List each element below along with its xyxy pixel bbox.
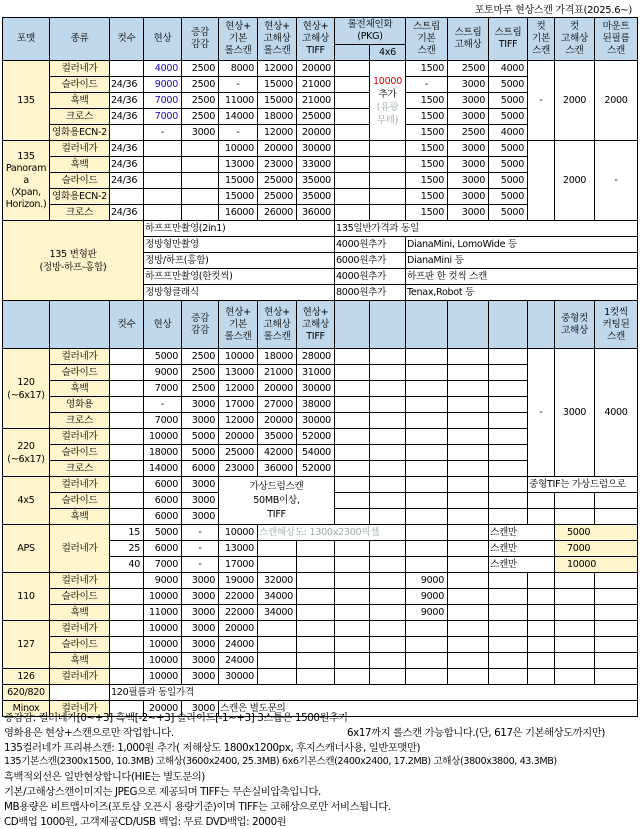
cut-high-cell: 2000 [555, 141, 595, 221]
col-cut-high: 컷 고해상 스캔 [555, 18, 595, 61]
roll-basic-cell: 12000 [219, 413, 258, 429]
dev-cell: 10000 [144, 429, 182, 445]
format-126: 126 [3, 669, 50, 685]
roll-tiff-cell: 20000 [297, 61, 335, 77]
shots-cell: 24/36 [110, 77, 144, 93]
col-shots: 컷수 [110, 301, 144, 349]
single-cut-cell: 4000 [595, 349, 638, 477]
note-line: 흑백적외선은 일반현상합니다(HIE는 별도문의) [4, 771, 205, 784]
table-row [3, 221, 638, 237]
adj-cell: - [182, 541, 219, 557]
strip-basic-cell: 1500 [406, 141, 448, 157]
print-price: 10000 [372, 75, 403, 87]
roll-high-cell: 21000 [258, 365, 297, 381]
adj-cell: 2500 [182, 349, 219, 365]
type-cell: 영화용ECN-2 [50, 125, 110, 141]
roll-high-cell: 36000 [258, 461, 297, 477]
variant-note: DianaMini 등 [406, 253, 638, 269]
table-row [3, 525, 638, 541]
adj-cell: 3000 [182, 477, 219, 493]
roll-basic-cell: 19000 [219, 573, 258, 589]
dev-cell: 18000 [144, 445, 182, 461]
roll-tiff-cell: 33000 [297, 157, 335, 173]
adj-cell: 3000 [182, 621, 219, 637]
mount-cell: - [595, 141, 638, 221]
dev-cell: 7000 [144, 93, 182, 109]
note-line: 기본/고해상스캔이미지는 JPEG으로 제공되며 TIFF는 무손실비압축입니다. [4, 785, 321, 798]
format-110: 110 [3, 573, 50, 621]
col-mid-high: 중형컷 고해상 [555, 301, 595, 349]
type-cell: 슬라이드 [50, 493, 110, 509]
roll-basic-cell: - [219, 77, 258, 93]
adj-cell: 3000 [182, 589, 219, 605]
table-row: 120 (~6x17) 컬러네가 5000 2500 10000 18000 28000 - 3000 4000 [3, 349, 638, 365]
dev-cell: 10000 [144, 621, 182, 637]
strip-tiff-cell: 5000 [489, 109, 528, 125]
roll-basic-cell: 22000 [219, 589, 258, 605]
strip-high-cell: 3000 [448, 173, 489, 189]
strip-high-cell: 3000 [448, 77, 489, 93]
strip-basic-cell: 9000 [406, 605, 448, 621]
col-shots: 컷수 [110, 18, 144, 61]
strip-high-cell: 3000 [448, 157, 489, 173]
variant-kind: 정방형만촬영 [144, 237, 335, 253]
type-cell: 컬러네가 [50, 525, 110, 573]
type-cell: 흑백 [50, 93, 110, 109]
type-cell: 슬라이드 [50, 589, 110, 605]
col-dev: 현상 [144, 301, 182, 349]
roll-basic-cell: 10000 [219, 141, 258, 157]
shots-cell: 24/36 [110, 173, 144, 189]
roll-tiff-cell: 30000 [297, 141, 335, 157]
type-cell: 컬러네가 [50, 429, 110, 445]
strip-basic-cell: 1500 [406, 61, 448, 77]
type-cell: 영화용ECN-2 [50, 189, 110, 205]
type-cell: 컬러네가 [50, 349, 110, 365]
roll-tiff-cell: 31000 [297, 365, 335, 381]
roll-basic-cell: 8000 [219, 61, 258, 77]
type-cell: 컬러네가 [50, 621, 110, 637]
roll-basic-cell: 22000 [219, 605, 258, 621]
col-index-print: 롤전체인화 (PKG) [335, 18, 406, 45]
dev-cell: 9000 [144, 573, 182, 589]
roll-high-cell: 20000 [258, 141, 297, 157]
strip-tiff-cell: 5000 [489, 77, 528, 93]
roll-basic-cell: 25000 [219, 445, 258, 461]
strip-basic-cell: 1500 [406, 173, 448, 189]
adj-cell: 6000 [182, 461, 219, 477]
strip-basic-cell: 1500 [406, 205, 448, 221]
roll-basic-cell: 15000 [219, 189, 258, 205]
roll-high-cell: 18000 [258, 109, 297, 125]
roll-tiff-cell: 30000 [297, 381, 335, 397]
scan-only: 스캔만 [489, 557, 555, 573]
type-cell: 영화용 [50, 397, 110, 413]
roll-tiff-cell: 30000 [297, 413, 335, 429]
roll-tiff-cell: 21000 [297, 93, 335, 109]
strip-basic-cell: 1500 [406, 93, 448, 109]
col-single-cut: 1컷씩 커팅된 스캔 [595, 301, 638, 349]
scan-only: 스캔만 [489, 525, 555, 541]
format-aps: APS [3, 525, 50, 573]
roll-tiff-cell: 52000 [297, 461, 335, 477]
roll-basic-cell: 17000 [219, 557, 258, 573]
dev-cell: 7000 [144, 381, 182, 397]
strip-tiff-cell: 5000 [489, 205, 528, 221]
roll-tiff-cell: 35000 [297, 189, 335, 205]
col-roll-tiff: 현상+ 고해상 TIFF [297, 18, 335, 61]
roll-tiff-cell: 54000 [297, 445, 335, 461]
format-panorama: 135 Panoram a (Xpan, Horizon.) [3, 141, 50, 221]
adj-cell: 2500 [182, 365, 219, 381]
adj-cell: 3000 [182, 669, 219, 685]
adj-cell: 5000 [182, 445, 219, 461]
shots-cell: 24/36 [110, 141, 144, 157]
shots-cell [110, 125, 144, 141]
roll-basic-cell: 24000 [219, 653, 258, 669]
roll-high-cell: 25000 [258, 189, 297, 205]
type-cell: 슬라이드 [50, 173, 110, 189]
roll-tiff-cell: 21000 [297, 77, 335, 93]
variant-kind: 하프프만촬영(한컷씩) [144, 269, 335, 285]
roll-tiff-cell: 28000 [297, 349, 335, 365]
strip-tiff-cell: 5000 [489, 141, 528, 157]
shots-cell: 24/36 [110, 205, 144, 221]
strip-basic-cell: 1500 [406, 109, 448, 125]
col-4x6: 4x6 [370, 45, 406, 61]
format-minox: Minox [3, 701, 50, 717]
adj-cell: - [182, 525, 219, 541]
print-finish: (유광 무테) [376, 101, 399, 126]
strip-tiff-cell: 5000 [489, 157, 528, 173]
col-mount: 마운트 된필름 스캔 [595, 18, 638, 61]
roll-high-cell: 27000 [258, 397, 297, 413]
dev-cell: 20000 [144, 701, 182, 717]
type-cell: 슬라이드 [50, 445, 110, 461]
roll-basic-cell: 15000 [219, 173, 258, 189]
format-220: 220 (~6x17) [3, 429, 50, 477]
table-row [3, 621, 638, 637]
type-cell: 흑백 [50, 381, 110, 397]
virtual-drum-scan: 가상드럼스캔 50MB이상, TIFF [219, 477, 335, 525]
format-620: 620/820 [3, 685, 50, 701]
notes [4, 711, 640, 829]
roll-basic-cell: 11000 [219, 93, 258, 109]
header-row-2 [3, 301, 638, 349]
roll-high-cell: 26000 [258, 205, 297, 221]
strip-high-cell: 3000 [448, 141, 489, 157]
type-cell: 컬러네가 [50, 701, 110, 717]
print-extra: 추가 [378, 88, 397, 100]
roll-high-cell: 34000 [258, 589, 297, 605]
roll-basic-cell: - [219, 125, 258, 141]
shots-cell [110, 61, 144, 77]
roll-high-cell: 20000 [258, 413, 297, 429]
strip-basic-cell: 1500 [406, 189, 448, 205]
dev-cell: 6000 [144, 477, 182, 493]
roll-high-cell: 25000 [258, 173, 297, 189]
roll-basic-cell: 20000 [219, 621, 258, 637]
strip-basic-cell: 1500 [406, 157, 448, 173]
roll-basic-cell: 30000 [219, 669, 258, 685]
variant-kind: 정방형클래식 [144, 285, 335, 301]
table-row [3, 61, 638, 77]
table-row [3, 573, 638, 589]
dev-cell: 7000 [144, 557, 182, 573]
dev-cell: 5000 [144, 349, 182, 365]
col-roll-basic: 현상+ 기본 롤스캔 [219, 301, 258, 349]
col-type: 종류 [50, 18, 110, 61]
col-strip-basic: 스트립 기본 스캔 [406, 18, 448, 61]
roll-tiff-cell: 35000 [297, 173, 335, 189]
type-cell: 컬러네가 [50, 61, 110, 77]
roll-basic-cell: 12000 [219, 381, 258, 397]
dev-cell: 10000 [144, 637, 182, 653]
variant-price: 6000원추가 [335, 253, 406, 269]
dev-cell: 4000 [144, 61, 182, 77]
shots-cell: 15 [110, 525, 144, 541]
shots-cell: 24/36 [110, 93, 144, 109]
roll-basic-cell: 10000 [219, 349, 258, 365]
variant-price: 4000원추가 [335, 269, 406, 285]
same-price-note: 120필름과 동일가격 [110, 685, 638, 701]
table-row [3, 141, 638, 157]
index-print-price [370, 61, 406, 141]
strip-tiff-cell: 5000 [489, 189, 528, 205]
type-cell: 컬러네가 [50, 669, 110, 685]
strip-high-cell: 2500 [448, 61, 489, 77]
table-row [3, 637, 638, 653]
col-roll-basic: 현상+ 기본 롤스캔 [219, 18, 258, 61]
dev-cell: 6000 [144, 541, 182, 557]
strip-tiff-cell: 5000 [489, 173, 528, 189]
mid-high-cell: 3000 [555, 349, 595, 477]
roll-basic-cell: 13000 [219, 157, 258, 173]
scan-only: 스캔만 [489, 541, 555, 557]
roll-high-cell: 42000 [258, 445, 297, 461]
variant-kind: 정방/하프(홍합) [144, 253, 335, 269]
strip-high-cell: 2500 [448, 125, 489, 141]
note-line [4, 726, 640, 741]
dev-cell: 7000 [144, 413, 182, 429]
strip-high-cell: 3000 [448, 109, 489, 125]
type-cell: 크로스 [50, 413, 110, 429]
table-row [3, 605, 638, 621]
col-adj: 증감 감감 [182, 301, 219, 349]
cut-high-cell: 2000 [555, 61, 595, 141]
dev-cell: 6000 [144, 509, 182, 525]
dev-cell: 10000 [144, 589, 182, 605]
roll-basic-cell: 13000 [219, 365, 258, 381]
note-line: 135컬러네가 프리뷰스캔: 1,000원 추가( 저해상도 1800x1200px, 후지스캐너사용, 일반포맷만) [4, 741, 421, 754]
page-title: 포토마루 현상스캔 가격표(2025.6~) [474, 5, 632, 16]
adj-cell: 3000 [182, 653, 219, 669]
strip-high-cell: 3000 [448, 205, 489, 221]
col-adj: 증감 감감 [182, 18, 219, 61]
roll-high-cell: 34000 [258, 605, 297, 621]
shots-cell: 24/36 [110, 109, 144, 125]
format-120: 120 (~6x17) [3, 349, 50, 429]
table-row [3, 685, 638, 701]
roll-tiff-cell: 36000 [297, 205, 335, 221]
adj-cell: 2500 [182, 77, 219, 93]
type-cell: 컬러네가 [50, 573, 110, 589]
dev-cell: 7000 [144, 109, 182, 125]
table-row [3, 653, 638, 669]
format-135: 135 [3, 61, 50, 141]
col-roll-high: 현상+ 고해상 롤스캔 [258, 301, 297, 349]
roll-high-cell: 20000 [258, 381, 297, 397]
adj-cell: 2500 [182, 109, 219, 125]
roll-basic-cell: 10000 [219, 525, 258, 541]
col-roll-tiff: 현상+ 고해상 TIFF [297, 301, 335, 349]
type-cell: 흑백 [50, 605, 110, 621]
note-line: 증감감: 컬러네가[0~+3] 흑백[-2~+3] 슬라이드[-1~+3] 3스톱은 1500원추가 [4, 712, 349, 724]
adj-cell: 2500 [182, 61, 219, 77]
shots-cell: 24/36 [110, 157, 144, 173]
adj-cell: 3000 [182, 397, 219, 413]
type-cell: 컬러네가 [50, 141, 110, 157]
strip-high-cell: 3000 [448, 189, 489, 205]
roll-high-cell: 32000 [258, 573, 297, 589]
adj-cell: 3000 [182, 637, 219, 653]
strip-basic-cell: 1500 [406, 125, 448, 141]
dev-cell: - [144, 125, 182, 141]
mount-cell: 2000 [595, 61, 638, 141]
type-cell: 슬라이드 [50, 365, 110, 381]
roll-high-cell: 35000 [258, 429, 297, 445]
roll-basic-cell: 20000 [219, 429, 258, 445]
roll-tiff-cell: 52000 [297, 429, 335, 445]
adj-cell: - [182, 557, 219, 573]
roll-high-cell: 12000 [258, 125, 297, 141]
adj-cell: 3000 [182, 701, 219, 717]
dev-cell: - [144, 397, 182, 413]
type-cell: 흑백 [50, 509, 110, 525]
table-row [3, 589, 638, 605]
roll-basic-cell: 13000 [219, 541, 258, 557]
adj-cell: 3000 [182, 413, 219, 429]
col-strip-high: 스트립 고해상 [448, 18, 489, 61]
strip-tiff-cell: 4000 [489, 125, 528, 141]
shots-cell: 40 [110, 557, 144, 573]
strip-basic-cell: - [406, 77, 448, 93]
adj-cell: 2500 [182, 93, 219, 109]
roll-high-cell: 15000 [258, 93, 297, 109]
mid-tiff-note: 중형TIF는 가상드럼으로 [528, 477, 638, 493]
adj-cell: 3000 [182, 125, 219, 141]
roll-basic-cell: 17000 [219, 397, 258, 413]
variant-price: 135일반가격과 동일 [335, 221, 638, 237]
variant-price: 8000원추가 [335, 285, 406, 301]
col-dev: 현상 [144, 18, 182, 61]
dev-cell: 10000 [144, 653, 182, 669]
dev-cell: 9000 [144, 365, 182, 381]
variant-note: DianaMini, LomoWide 등 [406, 237, 638, 253]
variant-note: 하프판 한 컷씩 스캔 [406, 269, 638, 285]
roll-basic-cell: 24000 [219, 637, 258, 653]
roll-tiff-cell: 38000 [297, 397, 335, 413]
note-line: CD백업 1000원, 고객제공CD/USB 백업: 무료 DVD백업: 2000원 [4, 815, 287, 828]
strip-tiff-cell: 4000 [489, 61, 528, 77]
dev-cell: 6000 [144, 493, 182, 509]
variant-price: 4000원추가 [335, 237, 406, 253]
roll-tiff-cell: 25000 [297, 109, 335, 125]
cut-basic-cell: - [528, 61, 555, 141]
note-text: 6x17까지 롤스캔 가능합니다.(단, 617은 기본해상도까지만) [347, 726, 606, 739]
roll-high-cell: 15000 [258, 77, 297, 93]
col-roll-high: 현상+ 고해상 롤스캔 [258, 18, 297, 61]
table-row [3, 669, 638, 685]
roll-basic-cell: 23000 [219, 461, 258, 477]
note-line: 135기본스캔(2300x1500, 10.3MB) 고해상(3600x2400, 25.3MB) 6x6기본스캔(2400x2400, 17.2MB) 고해상(3800x3800, 43.3MB) [4, 756, 557, 768]
roll-basic-cell: 14000 [219, 109, 258, 125]
header-row [3, 18, 638, 45]
strip-basic-cell: 9000 [406, 573, 448, 589]
col-format: 포맷 [3, 18, 50, 61]
note-line: MB용량은 비트맵사이즈(포토샵 오픈시 용량기준)이며 TIFF는 고해상으로만 서비스됩니다. [4, 800, 391, 813]
adj-cell: 3000 [182, 493, 219, 509]
format-127: 127 [3, 621, 50, 669]
note-text: 영화용은 현상+스캔으로만 작업합니다. [4, 726, 174, 739]
type-cell: 흑백 [50, 653, 110, 669]
type-cell: 슬라이드 [50, 637, 110, 653]
shots-cell [110, 189, 144, 205]
roll-tiff-cell: 20000 [297, 125, 335, 141]
dev-cell: 14000 [144, 461, 182, 477]
format-variant: 135 변형판 (정방-하프-홍합) [3, 221, 144, 301]
variant-note: Tenax,Robot 등 [406, 285, 638, 301]
format-4x5: 4x5 [3, 477, 50, 525]
scan-only-price: 5000 [555, 525, 638, 541]
type-cell: 슬라이드 [50, 77, 110, 93]
dev-cell: 11000 [144, 605, 182, 621]
adj-cell: 5000 [182, 429, 219, 445]
variant-kind: 하프프만촬영(2in1) [144, 221, 335, 237]
scan-inquiry-note: 스캔은 별도문의 [219, 701, 638, 717]
roll-high-cell: 12000 [258, 61, 297, 77]
table-row [3, 477, 638, 493]
type-cell: 크로스 [50, 461, 110, 477]
roll-high-cell: 23000 [258, 157, 297, 173]
strip-tiff-cell: 5000 [489, 93, 528, 109]
col-cut-basic: 컷 기본 스캔 [528, 18, 555, 61]
adj-cell: 3000 [182, 605, 219, 621]
price-table [2, 17, 638, 717]
aps-resolution: 스캔해상도: 1300x2300픽셀 [258, 525, 406, 541]
dev-cell: 9000 [144, 77, 182, 93]
scan-only-price: 7000 [555, 541, 638, 557]
type-cell: 컬러네가 [50, 477, 110, 493]
adj-cell: 2500 [182, 381, 219, 397]
roll-high-cell: 18000 [258, 349, 297, 365]
roll-basic-cell: 16000 [219, 205, 258, 221]
type-cell: 흑백 [50, 157, 110, 173]
type-cell: 크로스 [50, 205, 110, 221]
strip-high-cell: 3000 [448, 93, 489, 109]
shots-cell: 25 [110, 541, 144, 557]
adj-cell: 3000 [182, 509, 219, 525]
scan-only-price: 10000 [555, 557, 638, 573]
type-cell: 크로스 [50, 109, 110, 125]
dev-cell: 5000 [144, 525, 182, 541]
dev-cell: 10000 [144, 669, 182, 685]
col-strip-tiff: 스트립 TIFF [489, 18, 528, 61]
strip-basic-cell: 9000 [406, 589, 448, 605]
adj-cell: 3000 [182, 573, 219, 589]
